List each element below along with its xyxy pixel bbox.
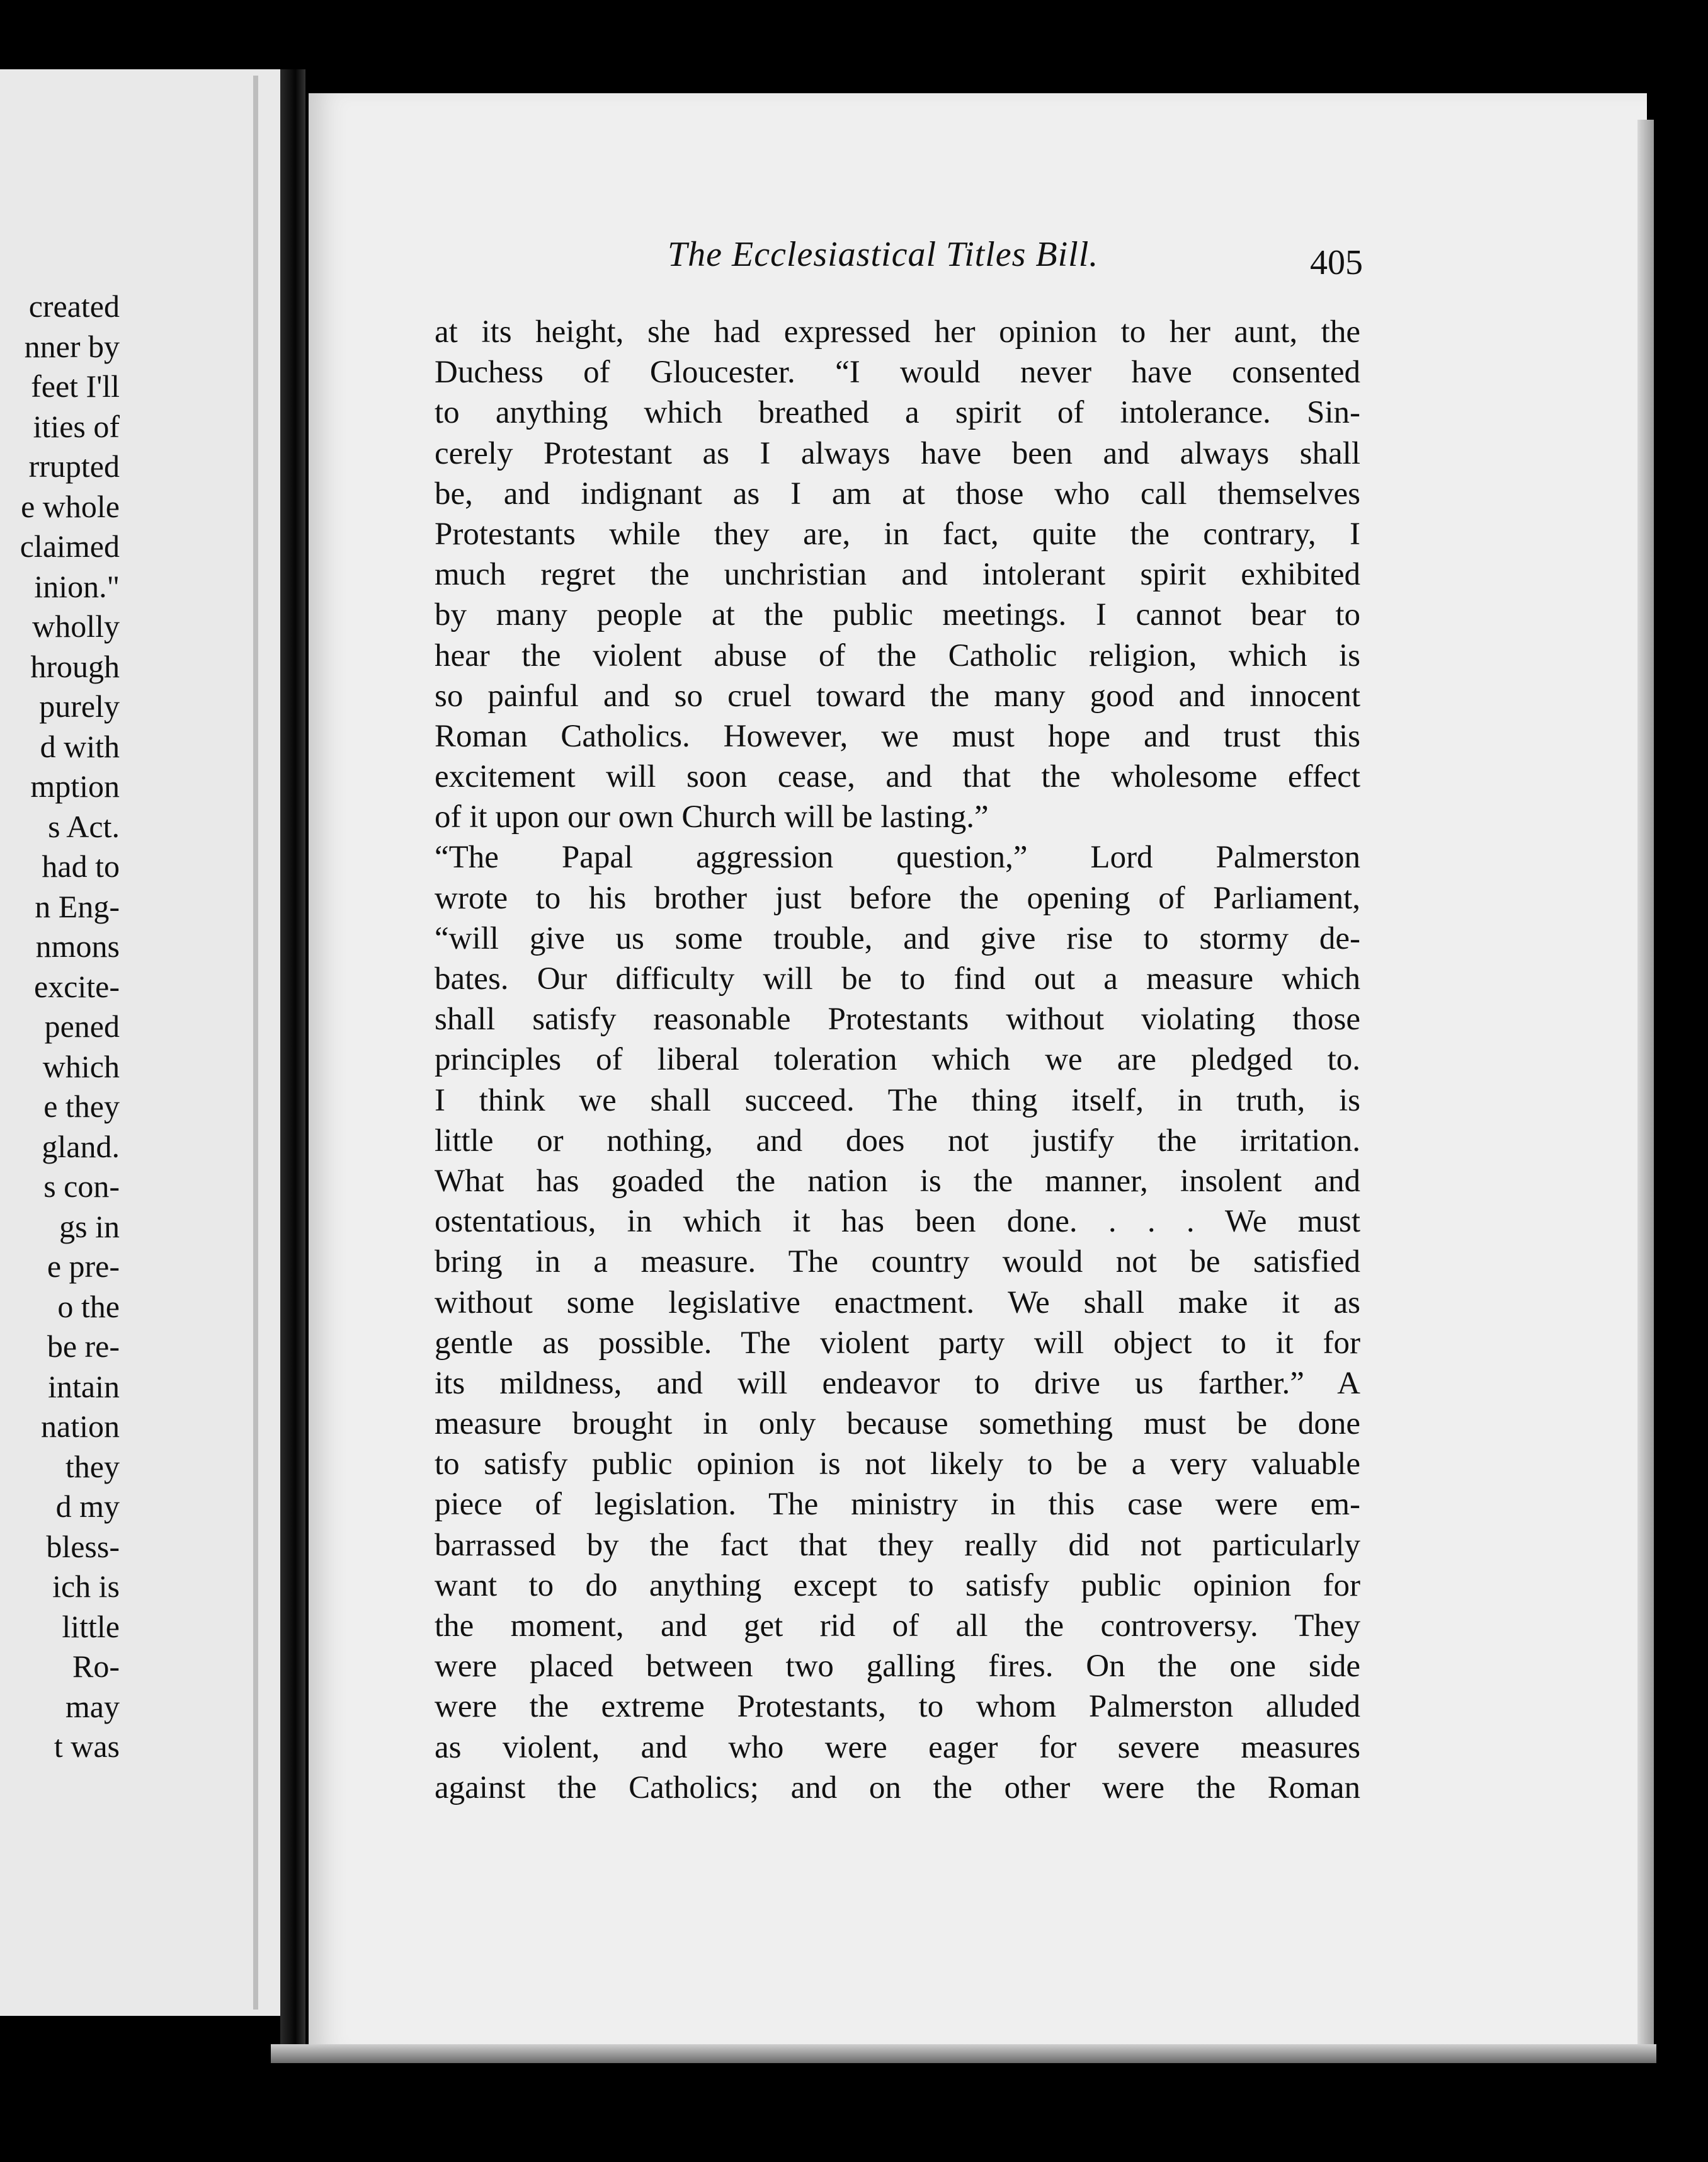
body-line: piece of legislation. The ministry in this case were em- (435, 1487, 1360, 1523)
body-line: as violent, and who were eager for severe measures (435, 1729, 1360, 1765)
body-line: of it upon our own Church will be lasting.” (435, 799, 989, 835)
book-bottom-edge (271, 2044, 1656, 2063)
body-line: to satisfy public opinion is not likely to be a very valuable (435, 1446, 1360, 1482)
facing-page-line: feet I'll (31, 369, 120, 404)
facing-page-line: t was (54, 1729, 120, 1764)
facing-page-fragment (0, 69, 280, 2016)
facing-page-line: s Act. (48, 808, 120, 844)
facing-page-line: purely (39, 689, 120, 724)
facing-page-line: Ro- (72, 1649, 120, 1684)
body-line: wrote to his brother just before the opening of Parliament, (435, 880, 1360, 916)
facing-page-line: created (28, 289, 120, 324)
facing-page-text (0, 69, 280, 2016)
facing-page-line: d with (40, 728, 120, 764)
facing-page-line: rrupted (28, 449, 120, 484)
body-line: principles of liberal toleration which we are pledged to. (435, 1042, 1360, 1078)
body-line: excitement will soon cease, and that the wholesome effect (435, 759, 1360, 795)
facing-page-line: o the (57, 1288, 120, 1324)
body-line: shall satisfy reasonable Protestants without violating those (435, 1002, 1360, 1038)
body-line: be, and indignant as I am at those who call themselves (435, 476, 1360, 512)
body-line: without some legislative enactment. We shall make it as (435, 1284, 1360, 1320)
body-line: its mildness, and will endeavor to drive us farther.” A (435, 1365, 1360, 1401)
body-line: Roman Catholics. However, we must hope and trust this (435, 718, 1360, 754)
body-line: gentle as possible. The violent party will object to it for (435, 1325, 1360, 1361)
body-text (435, 312, 1360, 1808)
facing-page-line: d my (55, 1489, 120, 1524)
facing-page-line: nner by (24, 328, 120, 364)
facing-page-line: wholly (32, 609, 120, 644)
body-line: so painful and so cruel toward the many good and innocent (435, 678, 1360, 714)
facing-page-line: e they (43, 1089, 120, 1124)
body-line: by many people at the public meetings. I cannot bear to (435, 597, 1360, 633)
body-line: bates. Our difficulty will be to find out a measure which (435, 961, 1360, 997)
body-line: measure brought in only because something must be done (435, 1406, 1360, 1442)
facing-page-line: intain (48, 1368, 120, 1404)
page-number: 405 (1310, 243, 1363, 282)
facing-page-line: ities of (33, 408, 120, 444)
body-line: against the Catholics; and on the other were the Roman (435, 1770, 1360, 1805)
facing-page-line: mption (30, 769, 120, 804)
facing-page-edge (253, 76, 258, 2010)
facing-page-line: nation (41, 1409, 120, 1444)
body-line: barrassed by the fact that they really did not particularly (435, 1527, 1360, 1563)
body-line: Protestants while they are, in fact, quite the contrary, I (435, 516, 1360, 552)
facing-page-line: ich is (52, 1569, 120, 1604)
body-line: the moment, and get rid of all the controversy. They (435, 1608, 1360, 1644)
facing-page-line: claimed (20, 529, 120, 564)
body-line: hear the violent abuse of the Catholic religion, which is (435, 638, 1360, 673)
facing-page-line: e whole (21, 488, 120, 524)
body-line: Duchess of Gloucester. “I would never have consented (435, 355, 1360, 391)
body-line: bring in a measure. The country would not be satisfied (435, 1244, 1360, 1280)
body-line: “The Papal aggression question,” Lord Palmerston (435, 840, 1360, 876)
facing-page-line: e pre- (47, 1249, 120, 1284)
facing-page-line: bless- (46, 1528, 120, 1564)
body-line: to anything which breathed a spirit of intolerance. Sin- (435, 395, 1360, 431)
facing-page-line: they (65, 1448, 120, 1484)
body-line: I think we shall succeed. The thing itself, in truth, is (435, 1082, 1360, 1118)
body-line: much regret the unchristian and intolerant spirit exhibited (435, 557, 1360, 593)
body-line: ostentatious, in which it has been done. . . . We must (435, 1204, 1360, 1240)
facing-page-line: n Eng- (35, 888, 120, 924)
facing-page-line: had to (42, 849, 120, 884)
body-line: little or nothing, and does not justify the irritation. (435, 1123, 1360, 1158)
running-title: The Ecclesiastical Titles Bill. (668, 235, 1099, 274)
facing-page-line: which (42, 1048, 120, 1084)
facing-page-line: gland. (42, 1128, 120, 1164)
facing-page-line: excite- (33, 968, 120, 1004)
body-line: cerely Protestant as I always have been and always shall (435, 435, 1360, 471)
body-line: want to do anything except to satisfy public opinion for (435, 1567, 1360, 1603)
book-gutter (280, 69, 305, 2047)
facing-page-line: little (62, 1608, 120, 1644)
facing-page-line: s con- (43, 1169, 120, 1204)
facing-page-line: pened (44, 1009, 120, 1044)
facing-page-line: nmons (35, 929, 120, 964)
facing-page-line: inion." (34, 568, 120, 604)
body-line: What has goaded the nation is the manner, insolent and (435, 1163, 1360, 1199)
facing-page-line: gs in (59, 1208, 120, 1244)
body-line: were the extreme Protestants, to whom Palmerston alluded (435, 1689, 1360, 1725)
facing-page-line: hrough (30, 648, 120, 684)
body-line: were placed between two galling fires. On the one side (435, 1649, 1360, 1684)
facing-page-line: be re- (47, 1329, 120, 1364)
body-line: “will give us some trouble, and give rise to stormy de- (435, 920, 1360, 956)
body-line: at its height, she had expressed her opinion to her aunt, the (435, 314, 1360, 350)
facing-page-line: may (65, 1688, 120, 1724)
page-stack-edge (1637, 120, 1654, 2047)
